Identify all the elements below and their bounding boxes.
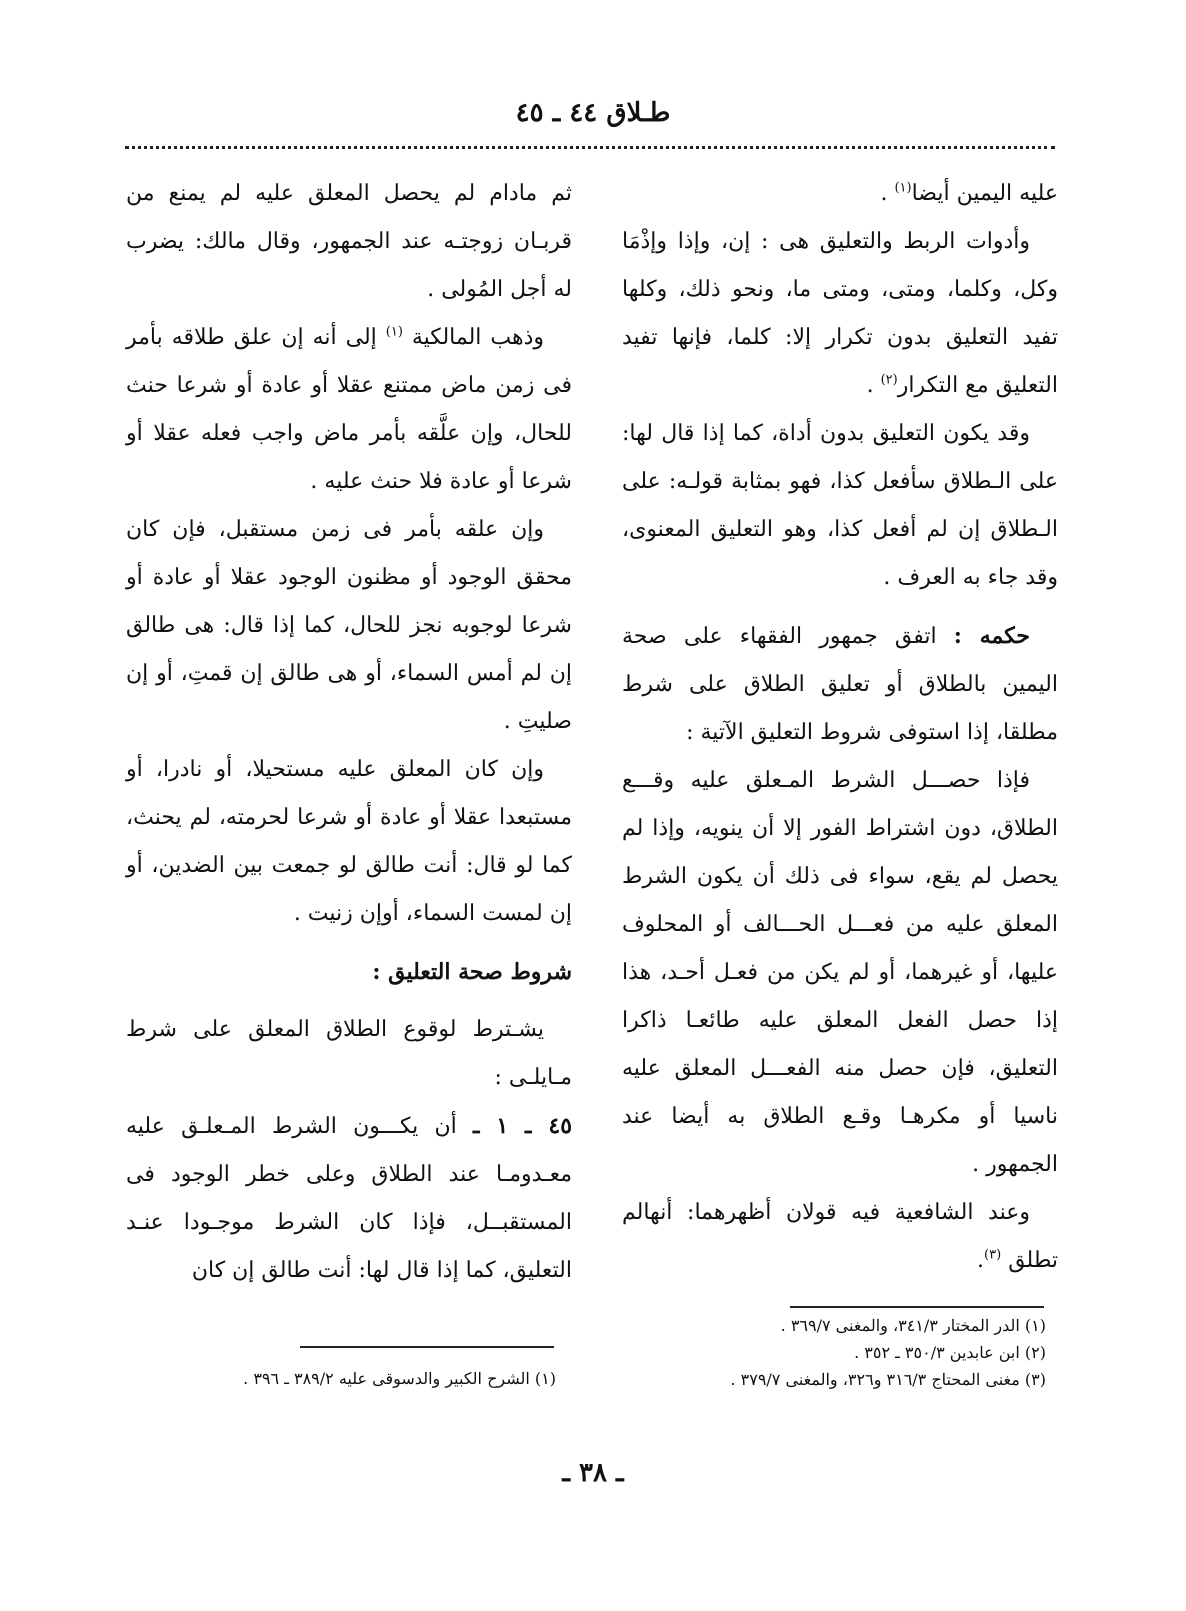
- section-heading: شروط صحة التعليق :: [372, 959, 572, 985]
- left-paragraph-6: ٤٥ ـ ١ ـ أن يكـــون الشرط المـعلـق عليه معـدومـا عند الطلاق وعلى خطر الوجود فى المستقبــل، فإذا كان الشرط موجـودا عنـد التعليق، كما إذا قال لها: أنت طالق إن كان: [126, 1113, 573, 1283]
- header-dotted-divider: [125, 146, 1055, 149]
- clause-number: ٤٥ ـ ١ ـ: [472, 1113, 573, 1139]
- footnote-ref-2: (٢): [880, 372, 898, 388]
- footnotes-right: [610, 1312, 1046, 1393]
- footnote-ref-3: (٣): [984, 1247, 1002, 1263]
- footnote-ref-1-left: (١): [385, 324, 403, 340]
- left-paragraph-5: يشـترط لوقوع الطلاق المعلق على شرط مـايلـى :: [126, 1017, 572, 1090]
- footnote-item: (١) الشرح الكبير والدسوقى عليه ٣٨٩/٢ ـ ٣٩٦ .: [243, 1369, 556, 1388]
- right-paragraph-3: وقد يكون التعليق بدون أداة، كما إذا قال لها: على الـطلاق سأفعل كذا، فهو بمثابة قولـه: على الـطلاق إن لم أفعل كذا، وهو التعليق المعنوى، وقد جاء به العرف .: [622, 421, 1058, 590]
- right-column: [622, 170, 1058, 1285]
- right-paragraph-2: وأدوات الربط والتعليق هى : إن، وإذا وإذْمَا وكل، وكلما، ومتى، ومتى ما، ونحو ذلك، وكلها تفيد التعليق بدون تكرار إلا: كلما، فإنها تفيد التعليق مع التكرار$^{(٢)}$ .: [622, 229, 1058, 398]
- footnotes-left: [126, 1365, 556, 1392]
- right-paragraph-5: فإذا حصـــل الشرط المـعلق عليه وقـــع الطلاق، دون اشتراط الفور إلا أن ينويه، وإذا لم يحصل لم يقع، سواء فى ذلك أن يكون الشرط المعلق عليه من فعـــل الحـــالف أو المحلوف عليها، أو غيرهما، أو لم يكن من فعـل أحـد، هذا إذا حصل الفعل المعلق عليه طائعـا ذاكرا التعليق، فإن حصل منه الفعـــل المعلق عليه ناسيا أو مكرهـا وقـع الطلاق به أيضا عند الجمهور .: [622, 768, 1058, 1177]
- footnote-item: (٢) ابن عابدين ٣٥٠/٣ ـ ٣٥٢ .: [854, 1343, 1046, 1362]
- footnote-item: (١) الدر المختار ٣٤١/٣، والمغنى ٣٦٩/٧ .: [780, 1316, 1046, 1335]
- right-paragraph-1: عليه اليمين أيضا$^{(١)}$ .: [880, 180, 1058, 206]
- left-column: [126, 170, 572, 1295]
- page-number: ـ ٣٨ ـ: [562, 1458, 624, 1488]
- left-paragraph-3: وإن علقه بأمر فى زمن مستقبل، فإن كان محقق الوجود أو مظنون الوجود عقلا أو عادة أو شرعا لوجوبه نجز للحال، كما إذا قال: هى طالق إن لم أمس السماء، أو هى طالق إن قمتِ، أو إن صليتِ .: [126, 517, 572, 734]
- right-paragraph-4: حكمه : اتفق جمهور الفقهاء على صحة اليمين بالطلاق أو تعليق الطلاق على شرط مطلقا، إذا استوفى شروط التعليق الآتية :: [622, 623, 1058, 745]
- ruling-label: حكمه :: [953, 623, 1030, 649]
- running-header: طـلاق ٤٤ ـ ٤٥: [515, 98, 671, 128]
- footnote-rule-right: [790, 1306, 1044, 1308]
- left-paragraph-1: ثم مادام لم يحصل المعلق عليه لم يمنع من قربـان زوجتـه عند الجمهور، وقال مالك: يضرب له أجل المُولى .: [126, 181, 572, 302]
- left-paragraph-2: وذهب المالكية $^{(١)}$ إلى أنه إن علق طلاقه بأمر فى زمن ماض ممتنع عقلا أو عادة أو شرعا حنث للحال، وإن علَّقه بأمر ماض واجب فعله عقلا أو شرعا أو عادة فلا حنث عليه .: [126, 324, 572, 494]
- footnote-ref-1: (١): [894, 180, 912, 196]
- footnote-rule-left: [300, 1346, 554, 1348]
- left-paragraph-4: وإن كان المعلق عليه مستحيلا، أو نادرا، أو مستبعدا عقلا أو عادة أو شرعا لحرمته، لم يحنث، كما لو قال: أنت طالق لو جمعت بين الضدين، أو إن لمست السماء، أوإن زنيت .: [126, 757, 572, 926]
- footnote-item: (٣) مغنى المحتاج ٣١٦/٣ و٣٢٦، والمغنى ٣٧٩/٧ .: [730, 1370, 1046, 1389]
- right-paragraph-6: وعند الشافعية فيه قولان أظهرهما: أنهالم تطلق $^{(٣)}$.: [622, 1200, 1058, 1273]
